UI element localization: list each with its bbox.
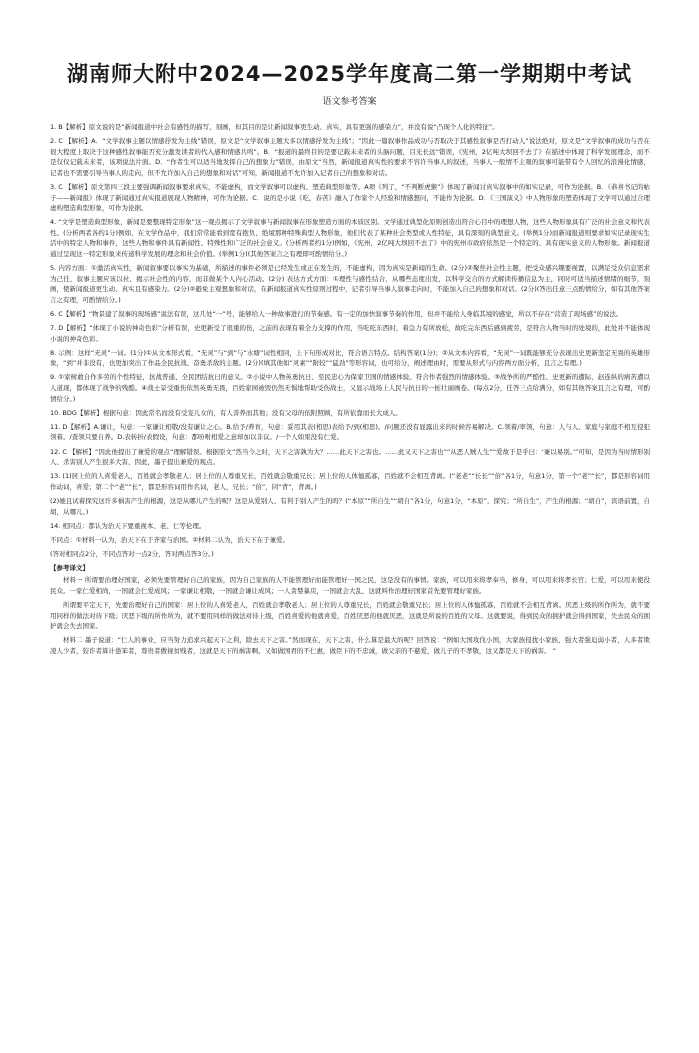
answer-14-score: (答对相同点2分，不同点答对一点2分，答对两点答3分。) xyxy=(50,549,214,558)
translation-paragraph: 材料一 所谓要治理好国家，必须先要管理好自己的家族，因为自己家族的人不能管理好而能管理好一国之民，这是没有的事情。家族，可以用来将孝奉当，修身，可以用来将孝长官；仁爱，可以用来使役民众。一家仁爱相尚，一国就会仁爱成风；一家谦让相敬，一国就会谦让成风；一人贪婪暴戾，一国就会大乱，这就叫作治理好国家首先要管理好家族。 xyxy=(50,576,650,596)
answer-2: 2. C 【解析】A．“文学叙事主题以情感抒发为主线”错误，原文是“文学叙事主题大多以情感抒发为主线”；“因此一篇叙事作品成功与否取决于其感性叙事是否打动人”说法绝对，原文是“文学叙事的成功与否在很大程度上取决于这种感性叙事能否充分激发读者的代入感和情感共鸣”。B．“报道的最终目的是要记载未来者的头脑问题，目光长远”错误，《宪州，2亿吨大坝回不去了》在描述中体现了科学发展理念，而不是仅仅记载未来者，该项说法片面。D．“作者生可以适当地发挥自己的想象力”错误，由原文“当然，新闻报道真实性的要求不容许当事人的叙述，当事人一般情不主观的叙事可能带有个人回忆的浪漫化情感，记者也不需要引导当事人的走向，但不允许加入自己的想象和对话”可知，新闻报道不允许加入记者自己的想象和对话。 xyxy=(50,137,650,177)
page-title: 湖南师大附中2024—2025学年度高二第一学期期中考试 xyxy=(67,62,632,86)
answer-11: 11. D【解析】A.谦让，句意：一家谦让相敬/没有谦让之心。B.给予/养育，句意：妥用其表(相思)表给予/到(相思)。/问题还没有显露出来的时候容易解决。C.领着/率领，句意：人与人、家庭与家庭不相互侵犯领着。/查领只要自养。D.表转折/表假设，句意：都吩咐相爱之意却加以非议。/一个人如果没有仁爱。 xyxy=(50,422,650,442)
answer-13-2: (2)她且试着探究这许多祸害产生的根源，这是从哪儿产生的呢？这是从爱别人、有利于别人产生的吗？(“本原”“所自生”“胡自”各1分，句意1分，“本原”，探究；“所自生”，产生的根源；“胡自”，宾语前置，自胡，从哪儿。) xyxy=(50,496,650,516)
answer-9: 9. ①家树敢自作多劳的个性特征，抗战普通、全民团结抗日的意义。②小说中人物英勇抗日、至民忠心为保家卫国的情感体验。符合作者强烈的情感体验。③战争所的严酷性、史更新的遭际、赵连纵的病苦遭以人道现，都体现了战争的残酷。④战士景受重伤依然英勇无畏，百姓家园被毁仍然无惧地帮助受伤战士，又显示战场上人民与抗日的一桩壮丽画卷。(每点2分，任答三点给满分，如有其他答案且言之有理，可酌情给分。) xyxy=(50,373,650,403)
answer-6: 6. C【解析】“物景建了叙事的现场感”说法有误，这几处“一”号，能够给人一种故事进行的节奏感。有一定的加快叙事节奏的作用，但并不能给人身临其境的感觉，所以不存在“营造了现场感”的说法。 xyxy=(50,310,623,318)
answer-10: 10. BDG【解析】根据句意：因此常名而没有受宠儿女的，有人善养而其他；没有父母的依附照顾，有所依靠而长大成人。 xyxy=(50,408,402,417)
answer-14-same: 14. 相同点：都认为治天下要重视本、老、仁等伦理。 xyxy=(50,521,206,530)
answer-content xyxy=(50,122,650,660)
translation-paragraph: 所谓要平定天下，先要治理好自己的国家：居上位的人喜爱老人，百姓就会孝敬老人；居上位的人尊重兄长，百姓就会敬重兄长；居上位的人体恤孤寡，百姓就不会相互背离。厌恶上级的所作所为，就不要用同样的做法对待下级；厌恶下级的所作所为，就不要用同样的做法对待上级，百姓喜爱的他就喜爱，百姓厌恶的他就厌恶，这就是所说的百姓的父母。这就要说，得到民众的拥护就会得到国家，失去民众的拥护就会失去国家。 xyxy=(50,601,650,631)
answer-14-diff: 不同点：①材料一认为，治天下在于齐家与治国。②材料二认为，治天下在于兼爱。 xyxy=(50,535,290,544)
translation-paragraph: 材料二 墨子说道：“仁人的事业，应当努力追求兴起天下之利，除去天下之害。”然而现在，天下之害，什么算是最大的呢？回答说：“例如大国攻伐小国，大家族侵扰小家族，强大者强迫弱小者，人多者欺凌人少者，狡诈者算计愚笨者，尊贵者傲视贫贱者，这就是天下的祸害啊。又如做国君的不仁惠，做臣下的不忠诚，做父亲的不慈爱，做儿子的不孝敬，这又都是天下的祸害。 ” xyxy=(50,636,650,656)
answer-8: 8. 示例：这样“无灵”一词。(1分)①从文本形式看，“无灵”与“到”与“水塘”词性相同，上下句形成对比，符合语言特点。结构答案(1分)；②从文本内容看，“无灵”一词既能够充分表现出史更新坚定无畏的英雄形象，“到”并非没有，也更加突出了作品全民抗战、奋勇杀敌的主题。(2分)(填其他如“灵素”“附较”“猛劲”等形容词，也可给分，阐述理由时，需要从形式与内容两方面分析，且言之有理。) xyxy=(50,348,650,368)
answer-7: 7. D【解析】“体现了小说的神奇色彩”分析有误，史更新受了很重的伤，之前的表现有着全力支撑的作用，当吃吃东西时，着急力有所放松，故吃完东西后感到疲劳，是符合人物当时的处境的，此处并不能体现小说的神奇色彩。 xyxy=(50,324,650,343)
answer-3: 3. C 【解析】原文第四三段主要强调新闻叙事要求真实，不能虚构，而文学叙事可以虚构、塑造典型形象等。A项《列了，“不判断虎猴”》体现了新闻讨真实叙事中的如实记录，可作为论据。B．《恭喜书记的帖子——新闻报》体现了新闻通过真实报道展现人物精神，可作为论据。C．说的是小说《吃，春苦》融入了作家个人经验和情感想问，不能作为论据。D．《三国演义》中人物形象的塑造体现了文学可以通过合理虚构塑造典型形象，可作为论据。 xyxy=(50,182,650,213)
answer-13-1: 13. (1)居上位的人喜爱老人，百姓就会孝敬老人；居上位的人尊重兄长，百姓就会敬重兄长；居上位的人体恤孤寡，百姓就不会相互背离。(“老老”“长长”“倍”各1分，句意1分，第一个“老”“长”，都是形容词用作动词，喜爱；第二个“老”“长”，都是形容词用作名词，老人，兄长；“倍”，同“背”，背离。) xyxy=(50,472,650,491)
answer-4: 4. “文学是塑造典型形象，新闻是要整现特定形象”这一观点揭示了文学叙事与新闻叙事在形象塑造方面的本质区别。文学通过典型化原则创造出符合心目中的理想人物，这些人物形象具有广泛的社会意义和代表性。(分析两者各约1分)例如，在文学作品中，我们常常能看到宽有抱负、绝境那种特殊典型人物形象，他们代表了某种社会类型或人性特征，具有深刻的典型意义。(举例1分)而新闻报道则要求如实记录现实生活中的特定人物和事件，这些人物和事件具有新闻性、特殊性和广泛的社会意义。(分析两者约1分)例如，《宪州，2亿吨大坝回不去了》中的宪州市政府依然是一个特定的、具有现实意义的人物形象。新闻报道通过呈现这一特定形象来传递科学发展的理念和社会价值。(举例1分)(其他答案言之有理即可酌情给分。) xyxy=(50,218,651,259)
answer-12: 12. C 【解析】“因此他提出了兼爱的观点”理解错误。根据原文“然当今之时，天下之害孰为大？……此天下之害也。……此又天下之害也”“从恶人贼人生”“爱故于是乎曰：‘兼以易别。’”可知，是因为当时情形别人、杀害别人产生很多大害，因此，墨子提出兼爱的观点。 xyxy=(50,447,650,467)
page-subtitle: 语文参考答案 xyxy=(322,97,377,107)
translation-heading: 【参考译文】 xyxy=(50,563,89,572)
answer-1: 1. B【解析】原文说的是“新闻报道中社会有感性的描写、刻画，但其目的是让新闻叙事更生动、真实，具有更强的感染力”，并没有说“凸现个人化的特征”。 xyxy=(50,123,499,131)
answer-5: 5. 内容方面：①激活真实性，新闻叙事要以事实为基础，所描述的事件必须是已经发生或正在发生的，不能虚构，因为真实是新闻的生命。(2分)②聚焦社会性主题，把受众感兴趣要视置，以满足受众信息需求为己任，叙事主题应该以社、揭示社会性的内容，而非做某个人内心活动。(2分) 表达方式方面：①理性与感性结合，从哪些态度出发，以科学交合的方式解读传播信息为主，同时可适当描述情绪的细节，刻画，使新闻报道更生动、真实且有感染力。(2分)②避免主观想象和对话，在新闻报道真实性原则过程中，记者引导当事人叙事走向时，不能加入自己的想象和对话。(2分)(答出任意三点酌情给分，如有其他答案言之有理，可酌情给分。) xyxy=(50,264,650,304)
